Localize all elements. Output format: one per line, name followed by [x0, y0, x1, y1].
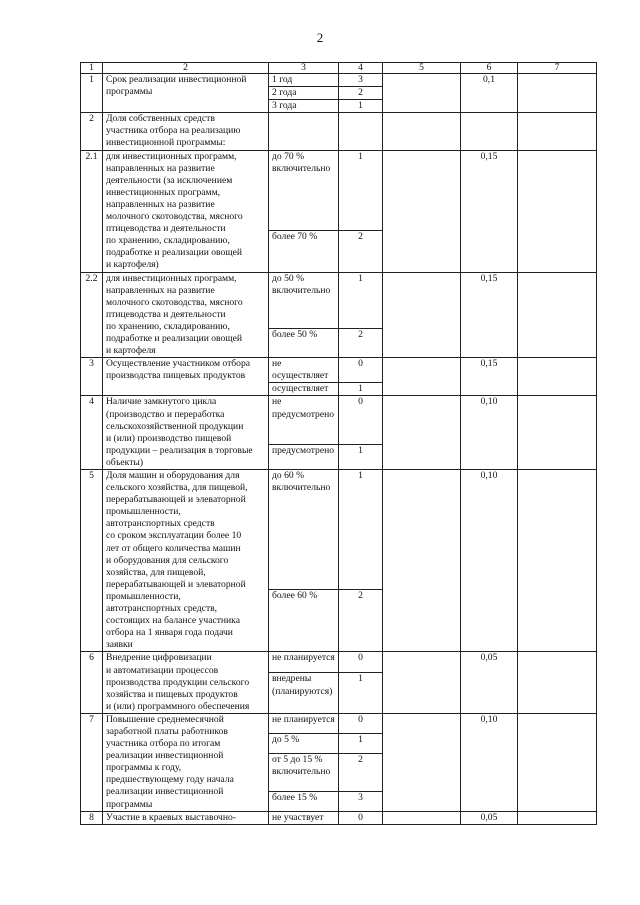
option-points: 0: [339, 713, 383, 733]
column-header-1: 1: [81, 63, 103, 74]
option-label: более 15 %: [269, 791, 339, 811]
weight-coefficient: [461, 113, 518, 150]
option-points: 0: [339, 652, 383, 673]
criterion-number: 7: [81, 713, 103, 811]
criterion-text: Повышение среднемесячной заработной платы работников участника отбора по итогам реализации инвестиционной программы к году, предшествующему году начала реализации инвестиционной программы: [103, 713, 269, 811]
criterion-text: Осуществление участником отбора производства пищевых продуктов: [103, 358, 269, 396]
option-label: внедрены (планируются): [269, 673, 339, 713]
table-row: [81, 652, 597, 673]
column-5-cell: [383, 113, 461, 150]
criterion-number: 6: [81, 652, 103, 713]
column-7-cell: [518, 470, 597, 652]
table-row: [81, 74, 597, 87]
option-label: 1 год: [269, 74, 339, 87]
option-points: 2: [339, 230, 383, 272]
column-7-cell: [518, 150, 597, 272]
criterion-number: 4: [81, 396, 103, 470]
criterion-text: для инвестиционных программ, направленных на развитие молочного скотоводства, мясного птицеводства и деятельности по хранению, складированию, подработке и реализации овощей и картофеля: [103, 272, 269, 358]
table-row: [81, 358, 597, 383]
option-label: 2 года: [269, 87, 339, 100]
option-label: до 50 % включительно: [269, 272, 339, 328]
criterion-number: 2: [81, 113, 103, 150]
criteria-body: [81, 74, 597, 825]
weight-coefficient: 0,10: [461, 396, 518, 470]
column-7-cell: [518, 713, 597, 811]
option-label: более 60 %: [269, 590, 339, 652]
column-header-7: 7: [518, 63, 597, 74]
column-header-2: 2: [103, 63, 269, 74]
option-label: более 50 %: [269, 328, 339, 357]
option-points: [339, 113, 383, 150]
weight-coefficient: 0,05: [461, 811, 518, 824]
option-label: до 70 % включительно: [269, 150, 339, 230]
weight-coefficient: 0,15: [461, 358, 518, 396]
option-points: 3: [339, 791, 383, 811]
table-row: [81, 272, 597, 328]
column-7-cell: [518, 358, 597, 396]
criterion-number: 5: [81, 470, 103, 652]
column-5-cell: [383, 358, 461, 396]
option-points: 0: [339, 396, 383, 444]
option-label: осуществляет: [269, 383, 339, 396]
criterion-text: Наличие замкнутого цикла (производство и переработка сельскохозяйственной продукции и (или) производство пищевой продукции – реализация в торговые объекты): [103, 396, 269, 470]
option-label: до 5 %: [269, 733, 339, 753]
weight-coefficient: 0,10: [461, 470, 518, 652]
column-header-3: 3: [269, 63, 339, 74]
option-points: 0: [339, 811, 383, 824]
criterion-text: Участие в краевых выставочно-: [103, 811, 269, 824]
weight-coefficient: 0,15: [461, 272, 518, 358]
column-5-cell: [383, 396, 461, 470]
criterion-number: 2.2: [81, 272, 103, 358]
option-points: 1: [339, 444, 383, 469]
option-points: 1: [339, 383, 383, 396]
option-points: 0: [339, 358, 383, 383]
option-points: 1: [339, 470, 383, 590]
table-row: [81, 396, 597, 444]
weight-coefficient: 0,15: [461, 150, 518, 272]
criteria-table: [80, 62, 597, 825]
option-points: 1: [339, 272, 383, 328]
option-label: не планируется: [269, 713, 339, 733]
criterion-number: 8: [81, 811, 103, 824]
table-row: [81, 150, 597, 230]
weight-coefficient: 0,10: [461, 713, 518, 811]
criterion-text: Внедрение цифровизации и автоматизации процессов производства продукции сельского хозяйства и пищевых продуктов и (или) программного обеспечения: [103, 652, 269, 713]
option-label: [269, 113, 339, 150]
column-5-cell: [383, 811, 461, 824]
weight-coefficient: 0,1: [461, 74, 518, 113]
column-header-6: 6: [461, 63, 518, 74]
option-label: не планируется: [269, 652, 339, 673]
option-points: 3: [339, 74, 383, 87]
column-5-cell: [383, 652, 461, 713]
option-points: 1: [339, 150, 383, 230]
option-label: до 60 % включительно: [269, 470, 339, 590]
criterion-text: Срок реализации инвестиционной программы: [103, 74, 269, 113]
column-5-cell: [383, 713, 461, 811]
option-points: 1: [339, 733, 383, 753]
criterion-number: 3: [81, 358, 103, 396]
column-7-cell: [518, 272, 597, 358]
option-points: 2: [339, 753, 383, 791]
option-label: не участвует: [269, 811, 339, 824]
option-label: не осуществляет: [269, 358, 339, 383]
option-label: более 70 %: [269, 230, 339, 272]
column-5-cell: [383, 74, 461, 113]
page-number: 2: [316, 30, 324, 45]
column-7-cell: [518, 396, 597, 470]
option-points: 1: [339, 100, 383, 113]
column-7-cell: [518, 811, 597, 824]
column-7-cell: [518, 652, 597, 713]
option-points: 1: [339, 673, 383, 713]
column-5-cell: [383, 470, 461, 652]
option-label: не предусмотрено: [269, 396, 339, 444]
criterion-number: 1: [81, 74, 103, 113]
option-label: 3 года: [269, 100, 339, 113]
table-row: [81, 811, 597, 824]
option-label: предусмотрено: [269, 444, 339, 469]
column-header-5: 5: [383, 63, 461, 74]
option-points: 2: [339, 87, 383, 100]
criterion-number: 2.1: [81, 150, 103, 272]
column-header-4: 4: [339, 63, 383, 74]
option-points: 2: [339, 590, 383, 652]
header-row: [81, 63, 597, 74]
column-7-cell: [518, 113, 597, 150]
criterion-text: для инвестиционных программ, направленных на развитие деятельности (за исключением инвестиционных программ, направленных на развитие молочного скотоводства, мясного птицеводства и деятельности по хранению, складированию, подработке и реализации овощей и картофеля): [103, 150, 269, 272]
table-row: [81, 113, 597, 150]
option-label: от 5 до 15 % включительно: [269, 753, 339, 791]
table-row: [81, 470, 597, 590]
table-row: [81, 713, 597, 733]
column-5-cell: [383, 150, 461, 272]
column-7-cell: [518, 74, 597, 113]
criterion-text: Доля собственных средств участника отбора на реализацию инвестиционной программы:: [103, 113, 269, 150]
column-5-cell: [383, 272, 461, 358]
option-points: 2: [339, 328, 383, 357]
weight-coefficient: 0,05: [461, 652, 518, 713]
criterion-text: Доля машин и оборудования для сельского хозяйства, для пищевой, перерабатывающей и элеваторной промышленности, автотранспортных средств со сроком эксплуатации более 10 лет от общего количества машин и оборудования для сельского хозяйства, для пищевой, перерабатывающей и элеваторной промышленности, автотранспортных средств, состоящих на балансе участника отбора на 1 января года подачи заявки: [103, 470, 269, 652]
